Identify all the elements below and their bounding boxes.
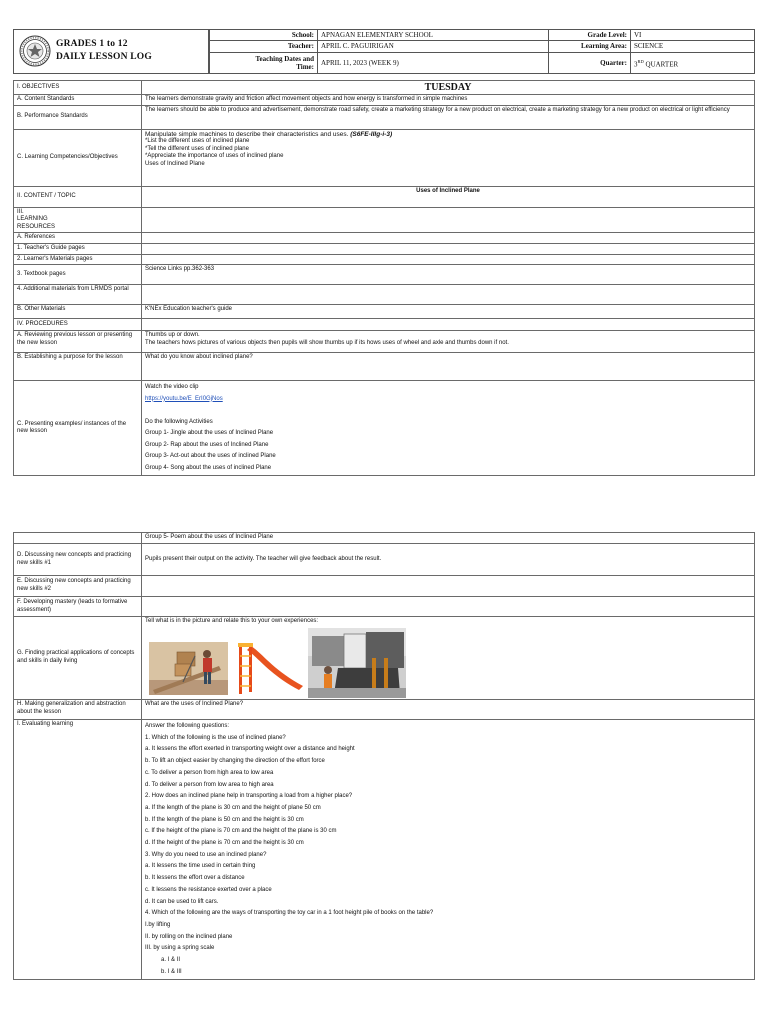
learning-resources-value: [142, 207, 755, 233]
discussing-1-value: Pupils present their output on the activity. The teacher will give feedback about the result.: [142, 544, 755, 576]
content-standards-value: The learners demonstrate gravity and friction affect movement objects and how energy is transformed in simple machines: [142, 95, 755, 106]
competency-main: [145, 131, 751, 139]
group5-label: [14, 533, 142, 544]
grade-label: Grade Level:: [549, 30, 631, 41]
area-value: SCIENCE: [631, 41, 755, 52]
logo-block: [13, 29, 209, 74]
dates-value: APRIL 11, 2023 (WEEK 9): [318, 52, 549, 73]
references-value: [142, 233, 755, 244]
evaluating-line: d. It can be used to lift cars.: [145, 898, 219, 905]
performance-standards-value: The learners should be able to produce and advertisement, demonstrate road safety, create a marketing strategy for a new product on electrical, create a marketing strategy for a new product on electrical or light efficiency: [142, 105, 755, 129]
video-link[interactable]: https://youtu.be/E_ErI0GjNos: [145, 395, 223, 402]
competency-item: *Tell the different uses of inclined plane: [145, 145, 249, 152]
deped-seal-icon: [19, 35, 51, 67]
reviewing-line-2: The teachers hows pictures of various objects then pupils will show thumbs up if its hows uses of wheel and axle and thumbs down if not.: [145, 339, 509, 346]
presenting-line-1: Watch the video clip: [145, 384, 199, 391]
generalization-value: What are the uses of Inclined Plane?: [142, 700, 755, 720]
evaluating-line: I.by lifting: [145, 921, 171, 928]
reviewing-value: [142, 331, 755, 353]
teachers-guide-label: 1. Teacher's Guide pages: [14, 243, 142, 254]
teacher-label: Teacher:: [210, 41, 318, 52]
info-table: [209, 29, 755, 74]
group-item: Group 4- Song about the uses of inclined Plane: [145, 464, 272, 471]
additional-materials-value: [142, 285, 755, 305]
references-label: A. References: [14, 233, 142, 244]
dates-label-line-1: Teaching Dates and: [255, 54, 314, 63]
reviewing-label: A. Reviewing previous lesson or presenting the new lesson: [14, 331, 142, 353]
lesson-log-page-2: [0, 532, 768, 1024]
content-topic-label: II. CONTENT / TOPIC: [14, 186, 142, 207]
evaluating-line: III. by using a spring scale: [145, 945, 215, 952]
group-item: Group 3- Act-out about the uses of inclined Plane: [145, 453, 276, 460]
discussing-2-value: [142, 576, 755, 597]
mastery-value: [142, 597, 755, 617]
presenting-value: [142, 381, 755, 476]
dates-label-line-2: Time:: [296, 62, 314, 71]
content-topic-value: Uses of Inclined Plane: [142, 186, 755, 207]
quarter-text: QUARTER: [643, 59, 679, 68]
evaluating-line: 2. How does an inclined plane help in transporting a load from a higher place?: [145, 793, 353, 800]
practical-prompt: Tell what is in the picture and relate this to your own experiences:: [145, 618, 319, 624]
school-label: School:: [210, 30, 318, 41]
lesson-table-2: [13, 532, 755, 980]
evaluating-line: II. by rolling on the inclined plane: [145, 933, 233, 940]
competency-item: *Appreciate the importance of uses of inclined plane: [145, 153, 284, 160]
purpose-value: What do you know about inclined plane?: [142, 353, 755, 381]
quarter-label: Quarter:: [549, 52, 631, 73]
evaluating-value: [142, 720, 755, 980]
learners-materials-label: 2. Learner's Materials pages: [14, 254, 142, 265]
ramp-hand-truck-photo: [149, 642, 228, 695]
answer-choice: b. I & III: [161, 968, 182, 975]
discussing-2-label: E. Discussing new concepts and practicing new skills #2: [14, 576, 142, 597]
teacher-value: APRIL C. PAGUIRIGAN: [318, 41, 549, 52]
mastery-label: F. Developing mastery (leads to formative assessment): [14, 597, 142, 617]
dates-label: [210, 52, 318, 73]
lesson-table-1: [13, 80, 755, 476]
other-materials-value: K'NEx Education teacher's guide: [142, 305, 755, 319]
generalization-label: H. Making generalization and abstraction about the lesson: [14, 700, 142, 720]
objectives-label: I. OBJECTIVES: [14, 81, 142, 95]
group-item: Group 2- Rap about the uses of Inclined Plane: [145, 441, 269, 448]
performance-standards-label: B. Performance Standards: [14, 105, 142, 129]
competencies-label: C. Learning Competencies/Objectives: [14, 129, 142, 186]
school-value: APNAGAN ELEMENTARY SCHOOL: [318, 30, 549, 41]
evaluating-line: b. It lessens the effort over a distance: [145, 875, 245, 882]
evaluating-line: 4. Which of the following are the ways of transporting the toy car in a 1 foot height pile of books on the table?: [145, 910, 434, 917]
learning-resources-label: III. LEARNING RESOURCES: [14, 207, 142, 233]
practical-value: [142, 617, 755, 700]
purpose-label: B. Establishing a purpose for the lesson: [14, 353, 142, 381]
group5-value: Group 5- Poem about the uses of Inclined Plane: [142, 533, 755, 544]
truck-loading-photo: [308, 628, 406, 698]
procedures-value: [142, 319, 755, 331]
answer-choice: a. I & II: [161, 957, 181, 964]
evaluating-line: d. If the height of the plane is 70 cm and the height is 30 cm: [145, 840, 304, 847]
other-materials-label: B. Other Materials: [14, 305, 142, 319]
area-label: Learning Area:: [549, 41, 631, 52]
learners-materials-value: [142, 254, 755, 265]
day-heading: TUESDAY: [142, 81, 755, 95]
teachers-guide-value: [142, 243, 755, 254]
grade-value: VI: [631, 30, 755, 41]
competency-item: Uses of Inclined Plane: [145, 160, 205, 167]
evaluating-line: b. To lift an object easier by changing the direction of the effort force: [145, 758, 325, 765]
additional-materials-label: 4. Additional materials from LRMDS portal: [14, 285, 142, 305]
header: [13, 29, 755, 74]
evaluating-line: c. To deliver a person from high area to low area: [145, 769, 274, 776]
evaluating-label: I. Evaluating learning: [14, 720, 142, 980]
slide-photo: [229, 640, 309, 696]
procedures-label: IV. PROCEDURES: [14, 319, 142, 331]
logo-title: [56, 38, 152, 64]
textbook-value: Science Links pp.362-363: [142, 265, 755, 285]
quarter-value: [631, 52, 755, 73]
competency-code: (S6FE-IIIg-i-3): [350, 130, 393, 138]
picture-strip: [145, 628, 751, 698]
spacer: [145, 405, 751, 417]
evaluating-line: a. It lessens the effort exerted in transporting weight over a distance and height: [145, 746, 355, 753]
evaluating-line: 3. Why do you need to use an inclined plane?: [145, 851, 267, 858]
discussing-1-label: D. Discussing new concepts and practicing new skills #1: [14, 544, 142, 576]
quarter-suffix: RD: [637, 58, 644, 64]
evaluating-line: a. It lessens the time used in certain thing: [145, 863, 256, 870]
textbook-label: 3. Textbook pages: [14, 265, 142, 285]
presenting-line-2: Do the following Activities: [145, 418, 213, 425]
content-standards-label: A. Content Standards: [14, 95, 142, 106]
evaluating-line: d. To deliver a person from low area to high area: [145, 781, 274, 788]
evaluating-line: Answer the following questions:: [145, 723, 230, 729]
competency-text: Manipulate simple machines to describe their characteristics and uses.: [145, 130, 349, 138]
reviewing-line-1: Thumbs up or down.: [145, 332, 200, 339]
presenting-label: C. Presenting examples/ instances of the new lesson: [14, 381, 142, 476]
practical-label: G. Finding practical applications of concepts and skills in daily living: [14, 617, 142, 700]
logo-line-1: GRADES 1 to 12: [56, 39, 128, 49]
competencies-value: [142, 129, 755, 186]
evaluating-line: 1. Which of the following is the use of inclined plane?: [145, 734, 286, 741]
competency-item: *List the different uses of inclined plane: [145, 138, 250, 145]
evaluating-line: c. It lessens the resistance exerted over a place: [145, 886, 272, 893]
evaluating-line: b. If the length of the plane is 50 cm and the height is 30 cm: [145, 816, 304, 823]
evaluating-line: c. If the height of the plane is 70 cm and the height of the plane is 30 cm: [145, 828, 337, 835]
logo-line-2: DAILY LESSON LOG: [56, 52, 152, 62]
group-item: Group 1- Jingle about the uses of Inclined Plane: [145, 430, 274, 437]
evaluating-line: a. If the length of the plane is 30 cm and the height of plane 50 cm: [145, 804, 321, 811]
quarter-number: 3: [634, 59, 638, 68]
lesson-log-page-1: [0, 0, 768, 490]
